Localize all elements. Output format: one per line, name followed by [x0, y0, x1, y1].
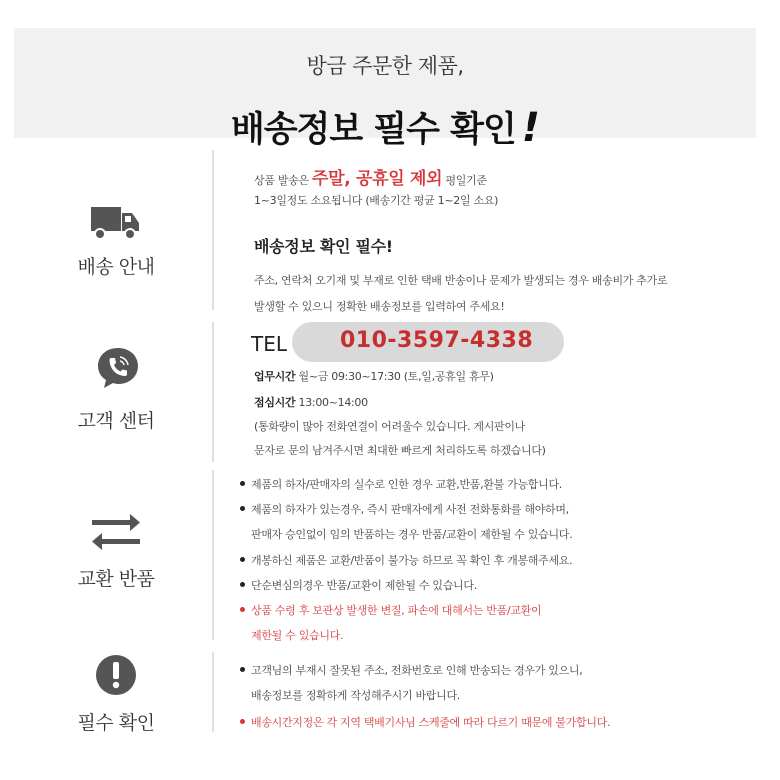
notice-line1: 주소, 연락처 오기재 및 부재로 인한 택배 반송이나 문제가 발생되는 경우 배송비가 추가로: [254, 274, 668, 287]
exchange-item1: 제품의 하자/판매자의 실수로 인한 경우 교환,반품,환불 가능합니다.: [251, 478, 562, 491]
tel-label: TEL: [251, 332, 287, 356]
bullet-red: [240, 719, 245, 724]
required-item2: 배송시간지정은 각 지역 택배기사님 스케줄에 따라 다르기 때문에 불가합니다.: [251, 716, 611, 729]
divider-shipping: [212, 150, 214, 310]
exchange-item5b: 제한될 수 있습니다.: [251, 629, 344, 642]
tel-number: 010-3597-4338: [340, 328, 534, 353]
exchange-item5a: 상품 수령 후 보관상 발생한 변질, 파손에 대해서는 반품/교환이: [251, 604, 542, 617]
bullet: [240, 667, 245, 672]
divider-customer: [212, 322, 214, 462]
divider-exchange: [212, 470, 214, 640]
exchange-arrows-icon: [90, 512, 142, 552]
work-hours: 업무시간 월~금 09:30~17:30 (토,일,공휴일 휴무): [254, 370, 494, 383]
bullet: [240, 582, 245, 587]
shipping-line2: 1~3일정도 소요됩니다 (배송기간 평균 1~2일 소요): [254, 194, 499, 207]
section-label-shipping: 배송 안내: [77, 256, 155, 278]
bullet: [240, 557, 245, 562]
exchange-item2a: 제품의 하자가 있는경우, 즉시 판매자에게 사전 전화통화를 해야하며,: [251, 503, 569, 516]
shipping-line1: 상품 발송은 주말, 공휴일 제외 평일기준: [254, 169, 487, 189]
required-item1a: 고객님의 부재시 잘못된 주소, 전화번호로 인해 반송되는 경우가 있으니,: [251, 664, 583, 677]
header-subtitle: 방금 주문한 제품,: [306, 54, 464, 78]
notice-title: 배송정보 확인 필수!: [254, 237, 393, 256]
section-label-required: 필수 확인: [77, 712, 155, 734]
section-label-customer: 고객 센터: [77, 410, 155, 432]
bullet: [240, 481, 245, 486]
bullet-red: [240, 607, 245, 612]
lunch-hours: 점심시간 13:00~14:00: [254, 396, 368, 409]
center-note1: (통화량이 많아 전화연결이 어려울수 있습니다. 게시판이나: [254, 420, 525, 433]
phone-chat-icon: [96, 346, 140, 390]
bullet: [240, 506, 245, 511]
exchange-item4: 단순변심의경우 반품/교환이 제한될 수 있습니다.: [251, 579, 477, 592]
truck-icon: [90, 205, 140, 241]
center-note2: 문자로 문의 남겨주시면 최대한 빠르게 처리하도록 하겠습니다): [254, 444, 546, 457]
exchange-item2b: 판매자 승인없이 임의 반품하는 경우 반품/교환이 제한될 수 있습니다.: [251, 528, 573, 541]
required-item1b: 배송정보를 정확하게 작성해주시기 바랍니다.: [251, 689, 460, 702]
header-title: 배송정보 필수 확인 !: [230, 105, 540, 151]
section-label-exchange: 교환 반품: [77, 568, 155, 590]
notice-line2: 발생할 수 있으니 정확한 배송정보를 입력하여 주세요!: [254, 300, 505, 313]
exchange-item3: 개봉하신 제품은 교환/반품이 불가능 하므로 꼭 확인 후 개봉해주세요.: [251, 554, 573, 567]
header-banner: [14, 28, 756, 151]
divider-required: [212, 652, 214, 732]
exclamation-icon: [95, 654, 137, 696]
